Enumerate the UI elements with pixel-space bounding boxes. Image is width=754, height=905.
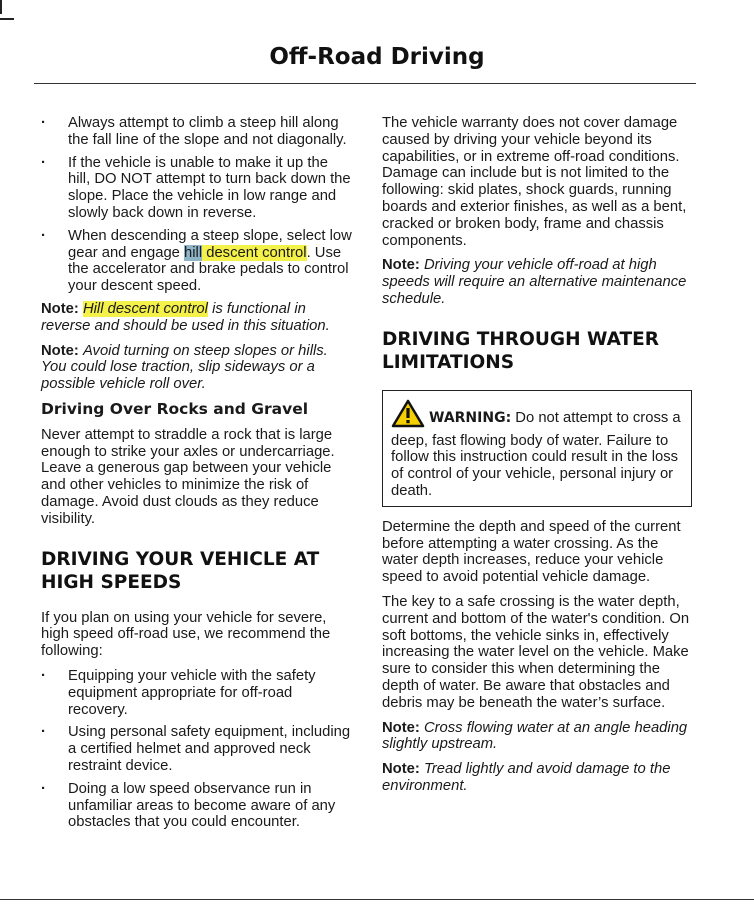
depth-paragraph: Determine the depth and speed of the current before attempting a water crossing. As the water depth increases, reduce your vehicle speed to avoid potential vehicle damage. [382, 518, 681, 586]
note-label: Note: [41, 300, 79, 317]
note-text: Tread lightly and avoid damage to the environment. [382, 761, 671, 794]
warning-triangle-icon [391, 399, 425, 433]
high-speed-section-title: DRIVING YOUR VEHICLE AT HIGH SPEEDS [41, 548, 320, 593]
hill-climb-list [41, 115, 353, 295]
warning-text: Do not attempt to cross a deep, fast flowing body of water. Failure to follow this instruction could result in the loss of control of your vehicle, personal injury or death. [391, 409, 681, 499]
note [382, 720, 692, 754]
crossing-paragraph: The key to a safe crossing is the water depth, current and bottom of the water's condition. On soft bottoms, the vehicle sinks in, effectively increasing the water level on the vehicle. Make sure to consider this when determining the depth of water. Be aware that obstacles and debris may be beneath the water’s surface. [382, 593, 690, 711]
footer-divider [0, 899, 754, 900]
list-item-hill-descent [41, 228, 353, 295]
note-label: Note: [382, 761, 420, 778]
high-speed-intro: If you plan on using your vehicle for severe, high speed off-road use, we recommend the following: [41, 609, 331, 660]
note [41, 301, 353, 335]
rocks-paragraph: Never attempt to straddle a rock that is large enough to strike your axles or undercarriage. Leave a generous gap between your vehicle and other vehicles to minimize the risk of damage. Avoid dust clouds as they reduce visibility. [41, 426, 335, 527]
list-item: · Using personal safety equipment, including a certified helmet and approved neck restraint device. [41, 724, 353, 774]
note-text: Cross flowing water at an angle heading slightly upstream. [382, 719, 688, 753]
note [382, 257, 692, 307]
right-column [382, 115, 692, 803]
high-speed-list [41, 668, 353, 831]
note-label: Note: [382, 719, 420, 736]
header-divider [34, 83, 696, 84]
highlight-hill: hill [184, 244, 203, 261]
crop-mark-vertical [0, 0, 2, 14]
water-section-title: DRIVING THROUGH WATER LIMITATIONS [382, 328, 659, 373]
note-text: is functional in reverse and should be used in this situation. [41, 300, 330, 334]
note-text: Driving your vehicle off-road at high speeds will require an alternative maintenance schedule. [382, 257, 687, 307]
crop-mark-horizontal [0, 18, 14, 20]
highlight-hill-descent-control: Hill descent control [82, 300, 208, 317]
list-item: · Equipping your vehicle with the safety equipment appropriate for off-road recovery. [41, 668, 353, 718]
warranty-paragraph: The vehicle warranty does not cover damage caused by driving your vehicle beyond its capabilities, or in extreme off-road conditions. Damage can include but is not limited to the following: skid plates, shock guards, running boards and exterior finishes, as well as a bent, cracked or broken body, frame and chassis components. [382, 115, 687, 249]
note [382, 761, 692, 795]
warning-box [382, 390, 692, 507]
rocks-heading: Driving Over Rocks and Gravel [41, 399, 309, 418]
page-title: Off-Road Driving [269, 44, 485, 70]
list-item: · Always attempt to climb a steep hill along the fall line of the slope and not diagonally. [41, 115, 353, 149]
note-label: Note: [382, 257, 420, 274]
list-item-text: When descending a steep slope, select low gear and engage [68, 227, 352, 261]
note-label: Note: [41, 342, 79, 359]
left-column [41, 115, 353, 837]
list-item: · If the vehicle is unable to make it up the hill, DO NOT attempt to turn back down the slope. Place the vehicle in low range and slowly back down in reverse. [41, 155, 353, 222]
highlight-descent-control: descent control [202, 244, 307, 261]
note [41, 343, 353, 393]
warning-label: WARNING: [429, 409, 512, 426]
note-text: Avoid turning on steep slopes or hills. You could lose traction, slip sideways or a possible vehicle roll over. [41, 342, 328, 393]
list-item: · Doing a low speed observance run in unfamiliar areas to become aware of any obstacles that you could encounter. [41, 781, 353, 831]
list-item-text: . Use the accelerator and brake pedals to control your descent speed. [68, 244, 349, 295]
